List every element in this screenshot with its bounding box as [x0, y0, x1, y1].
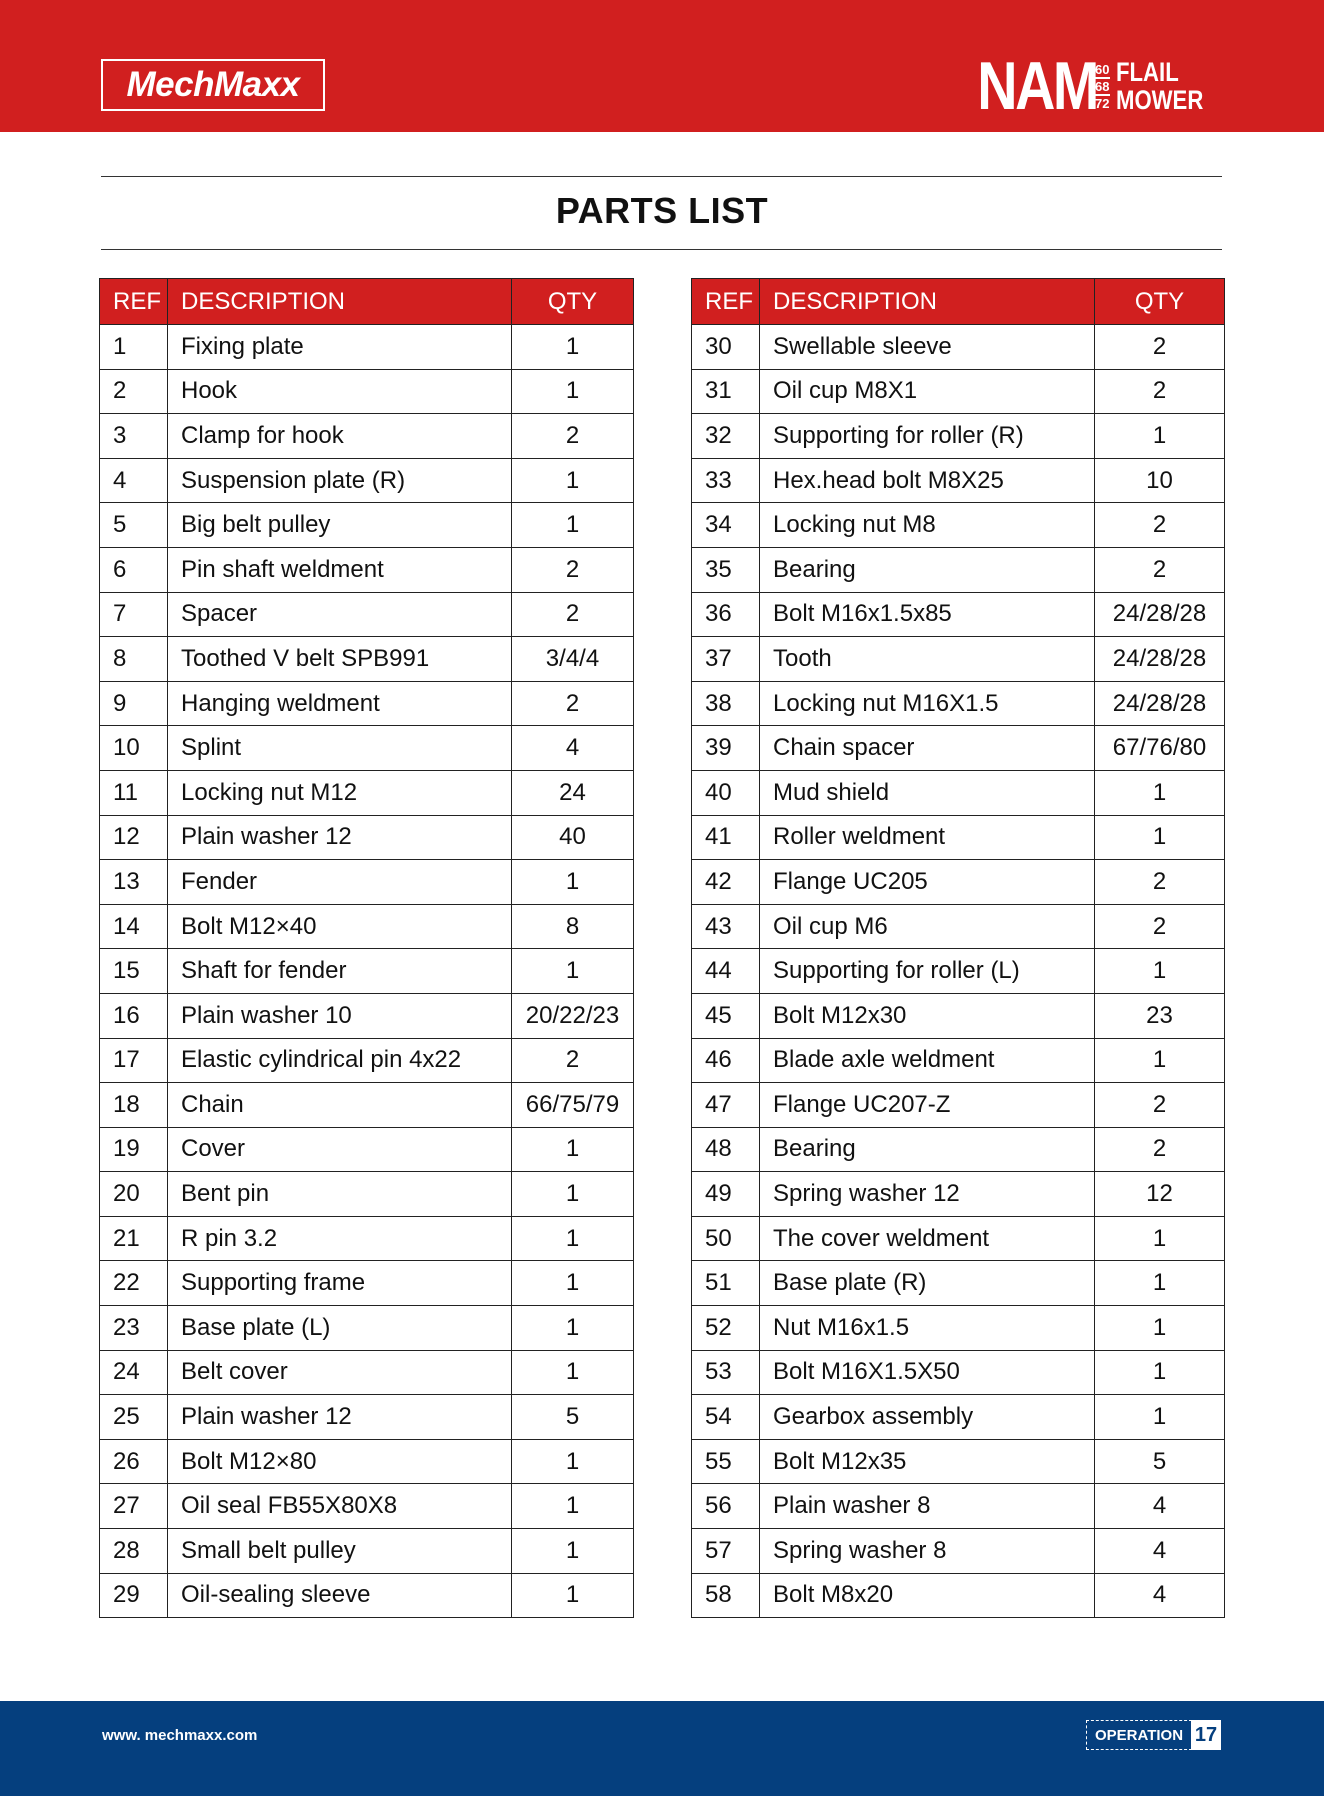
ref-cell: 41: [692, 815, 760, 860]
ref-cell: 27: [100, 1484, 168, 1529]
description-cell: Bolt M12x30: [760, 993, 1095, 1038]
description-cell: Supporting for roller (R): [760, 414, 1095, 459]
table-row: [100, 1439, 634, 1484]
section-label: OPERATION: [1086, 1720, 1192, 1750]
qty-cell: 1: [1095, 949, 1225, 994]
ref-cell: 26: [100, 1439, 168, 1484]
description-cell: Plain washer 12: [168, 815, 512, 860]
description-cell: Base plate (L): [168, 1306, 512, 1351]
description-cell: Nut M16x1.5: [760, 1306, 1095, 1351]
ref-cell: 54: [692, 1395, 760, 1440]
qty-cell: 1: [1095, 815, 1225, 860]
model-name: NAM: [977, 48, 1098, 124]
description-cell: The cover weldment: [760, 1216, 1095, 1261]
qty-cell: 5: [512, 1395, 634, 1440]
table-row: [692, 860, 1225, 905]
ref-cell: 21: [100, 1216, 168, 1261]
qty-cell: 23: [1095, 993, 1225, 1038]
product-type: [1116, 58, 1203, 114]
ref-cell: 19: [100, 1127, 168, 1172]
description-cell: Fixing plate: [168, 325, 512, 370]
description-cell: Bearing: [760, 547, 1095, 592]
table-row: [100, 949, 634, 994]
table-row: [692, 1306, 1225, 1351]
qty-cell: 24/28/28: [1095, 592, 1225, 637]
table-row: [100, 1261, 634, 1306]
qty-cell: 1: [1095, 1216, 1225, 1261]
qty-cell: 24/28/28: [1095, 637, 1225, 682]
table-row: [100, 1350, 634, 1395]
qty-cell: 24/28/28: [1095, 681, 1225, 726]
description-cell: Plain washer 12: [168, 1395, 512, 1440]
qty-cell: 1: [512, 1439, 634, 1484]
ref-cell: 43: [692, 904, 760, 949]
ref-cell: 42: [692, 860, 760, 905]
description-cell: Spring washer 12: [760, 1172, 1095, 1217]
parts-table-left: [99, 278, 634, 1618]
title-top-rule: [101, 176, 1222, 177]
qty-cell: 2: [512, 592, 634, 637]
description-cell: Fender: [168, 860, 512, 905]
qty-cell: 2: [1095, 325, 1225, 370]
qty-cell: 20/22/23: [512, 993, 634, 1038]
table-row: [100, 860, 634, 905]
table-row: [100, 592, 634, 637]
table-row: [692, 1439, 1225, 1484]
qty-cell: 1: [1095, 1038, 1225, 1083]
table-row: [100, 503, 634, 548]
table-row: [100, 369, 634, 414]
ref-cell: 36: [692, 592, 760, 637]
ref-cell: 8: [100, 637, 168, 682]
ref-cell: 1: [100, 325, 168, 370]
description-cell: Elastic cylindrical pin 4x22: [168, 1038, 512, 1083]
parts-table-body: [692, 325, 1225, 1618]
qty-cell: 4: [1095, 1529, 1225, 1574]
qty-cell: 1: [512, 1306, 634, 1351]
description-cell: Roller weldment: [760, 815, 1095, 860]
table-row: [100, 637, 634, 682]
description-cell: Pin shaft weldment: [168, 547, 512, 592]
ref-cell: 12: [100, 815, 168, 860]
column-header-description: DESCRIPTION: [760, 279, 1095, 325]
ref-cell: 18: [100, 1083, 168, 1128]
qty-cell: 1: [512, 1484, 634, 1529]
table-row: [100, 1127, 634, 1172]
qty-cell: 2: [512, 1038, 634, 1083]
qty-cell: 1: [512, 860, 634, 905]
ref-cell: 55: [692, 1439, 760, 1484]
table-row: [100, 325, 634, 370]
ref-cell: 50: [692, 1216, 760, 1261]
product-model-badge: [951, 48, 1222, 124]
column-header-ref: REF: [100, 279, 168, 325]
ref-cell: 47: [692, 1083, 760, 1128]
description-cell: Gearbox assembly: [760, 1395, 1095, 1440]
ref-cell: 23: [100, 1306, 168, 1351]
ref-cell: 53: [692, 1350, 760, 1395]
ref-cell: 51: [692, 1261, 760, 1306]
table-row: [100, 1484, 634, 1529]
qty-cell: 2: [1095, 369, 1225, 414]
ref-cell: 17: [100, 1038, 168, 1083]
description-cell: Spring washer 8: [760, 1529, 1095, 1574]
ref-cell: 24: [100, 1350, 168, 1395]
qty-cell: 2: [1095, 904, 1225, 949]
table-row: [692, 726, 1225, 771]
description-cell: Plain washer 8: [760, 1484, 1095, 1529]
column-header-qty: QTY: [512, 279, 634, 325]
ref-cell: 4: [100, 458, 168, 503]
table-row: [100, 1573, 634, 1618]
description-cell: Oil cup M6: [760, 904, 1095, 949]
qty-cell: 4: [1095, 1484, 1225, 1529]
model-size: 60: [1095, 61, 1110, 77]
ref-cell: 40: [692, 770, 760, 815]
ref-cell: 9: [100, 681, 168, 726]
ref-cell: 44: [692, 949, 760, 994]
table-row: [692, 1216, 1225, 1261]
product-type-line: FLAIL: [1115, 57, 1179, 87]
table-row: [692, 1350, 1225, 1395]
description-cell: Bolt M12×80: [168, 1439, 512, 1484]
table-row: [692, 1484, 1225, 1529]
qty-cell: 1: [512, 1350, 634, 1395]
table-row: [100, 1083, 634, 1128]
qty-cell: 1: [1095, 770, 1225, 815]
qty-cell: 67/76/80: [1095, 726, 1225, 771]
description-cell: Bent pin: [168, 1172, 512, 1217]
ref-cell: 56: [692, 1484, 760, 1529]
description-cell: Locking nut M16X1.5: [760, 681, 1095, 726]
ref-cell: 31: [692, 369, 760, 414]
description-cell: Oil cup M8X1: [760, 369, 1095, 414]
table-row: [692, 547, 1225, 592]
description-cell: Base plate (R): [760, 1261, 1095, 1306]
qty-cell: 1: [512, 369, 634, 414]
description-cell: Splint: [168, 726, 512, 771]
description-cell: Big belt pulley: [168, 503, 512, 548]
qty-cell: 1: [512, 1127, 634, 1172]
description-cell: Shaft for fender: [168, 949, 512, 994]
description-cell: Spacer: [168, 592, 512, 637]
ref-cell: 57: [692, 1529, 760, 1574]
qty-cell: 8: [512, 904, 634, 949]
model-size: 68: [1095, 78, 1110, 94]
qty-cell: 1: [512, 503, 634, 548]
table-row: [692, 592, 1225, 637]
ref-cell: 7: [100, 592, 168, 637]
qty-cell: 3/4/4: [512, 637, 634, 682]
description-cell: Chain spacer: [760, 726, 1095, 771]
ref-cell: 6: [100, 547, 168, 592]
description-cell: Locking nut M8: [760, 503, 1095, 548]
ref-cell: 3: [100, 414, 168, 459]
website-link[interactable]: www. mechmaxx.com: [102, 1727, 258, 1744]
parts-table-right: [691, 278, 1225, 1618]
description-cell: Bolt M8x20: [760, 1573, 1095, 1618]
description-cell: Swellable sleeve: [760, 325, 1095, 370]
table-row: [692, 815, 1225, 860]
table-header-row: [692, 279, 1225, 325]
table-row: [692, 325, 1225, 370]
description-cell: Toothed V belt SPB991: [168, 637, 512, 682]
qty-cell: 1: [1095, 1306, 1225, 1351]
table-row: [100, 414, 634, 459]
ref-cell: 39: [692, 726, 760, 771]
table-row: [692, 1172, 1225, 1217]
parts-table-body: [100, 325, 634, 1618]
page-header: [0, 0, 1324, 132]
ref-cell: 46: [692, 1038, 760, 1083]
qty-cell: 1: [1095, 1350, 1225, 1395]
qty-cell: 2: [1095, 860, 1225, 905]
description-cell: Bolt M16x1.5x85: [760, 592, 1095, 637]
description-cell: Hanging weldment: [168, 681, 512, 726]
table-row: [100, 1529, 634, 1574]
ref-cell: 30: [692, 325, 760, 370]
ref-cell: 58: [692, 1573, 760, 1618]
table-row: [100, 681, 634, 726]
ref-cell: 15: [100, 949, 168, 994]
table-row: [692, 1127, 1225, 1172]
qty-cell: 2: [512, 681, 634, 726]
table-row: [692, 949, 1225, 994]
table-row: [100, 547, 634, 592]
description-cell: Locking nut M12: [168, 770, 512, 815]
description-cell: Bolt M12x35: [760, 1439, 1095, 1484]
ref-cell: 49: [692, 1172, 760, 1217]
table-row: [692, 1261, 1225, 1306]
ref-cell: 5: [100, 503, 168, 548]
qty-cell: 2: [512, 414, 634, 459]
ref-cell: 16: [100, 993, 168, 1038]
qty-cell: 1: [512, 1529, 634, 1574]
ref-cell: 28: [100, 1529, 168, 1574]
product-type-line: MOWER: [1115, 85, 1203, 115]
table-row: [100, 993, 634, 1038]
ref-cell: 34: [692, 503, 760, 548]
table-row: [692, 503, 1225, 548]
ref-cell: 33: [692, 458, 760, 503]
qty-cell: 12: [1095, 1172, 1225, 1217]
description-cell: Belt cover: [168, 1350, 512, 1395]
ref-cell: 52: [692, 1306, 760, 1351]
table-row: [100, 904, 634, 949]
description-cell: Bearing: [760, 1127, 1095, 1172]
description-cell: Cover: [168, 1127, 512, 1172]
table-row: [692, 1573, 1225, 1618]
page-title: PARTS LIST: [555, 190, 769, 231]
description-cell: Hook: [168, 369, 512, 414]
column-header-qty: QTY: [1095, 279, 1225, 325]
table-row: [692, 904, 1225, 949]
description-cell: Oil-sealing sleeve: [168, 1573, 512, 1618]
table-row: [692, 458, 1225, 503]
table-row: [692, 369, 1225, 414]
table-row: [692, 1083, 1225, 1128]
qty-cell: 40: [512, 815, 634, 860]
qty-cell: 2: [1095, 1127, 1225, 1172]
table-row: [692, 1529, 1225, 1574]
table-row: [692, 1038, 1225, 1083]
qty-cell: 4: [1095, 1573, 1225, 1618]
qty-cell: 1: [512, 1216, 634, 1261]
qty-cell: 1: [512, 1172, 634, 1217]
qty-cell: 1: [512, 1573, 634, 1618]
description-cell: Hex.head bolt M8X25: [760, 458, 1095, 503]
ref-cell: 13: [100, 860, 168, 905]
description-cell: Small belt pulley: [168, 1529, 512, 1574]
model-size: 72: [1095, 95, 1110, 111]
ref-cell: 37: [692, 637, 760, 682]
table-row: [100, 770, 634, 815]
ref-cell: 2: [100, 369, 168, 414]
ref-cell: 11: [100, 770, 168, 815]
qty-cell: 2: [1095, 1083, 1225, 1128]
description-cell: Bolt M16X1.5X50: [760, 1350, 1095, 1395]
qty-cell: 66/75/79: [512, 1083, 634, 1128]
description-cell: Mud shield: [760, 770, 1095, 815]
ref-cell: 10: [100, 726, 168, 771]
description-cell: Flange UC207-Z: [760, 1083, 1095, 1128]
table-row: [692, 1395, 1225, 1440]
table-row: [100, 726, 634, 771]
qty-cell: 1: [512, 325, 634, 370]
table-header-row: [100, 279, 634, 325]
description-cell: Blade axle weldment: [760, 1038, 1095, 1083]
ref-cell: 48: [692, 1127, 760, 1172]
ref-cell: 32: [692, 414, 760, 459]
page-number: 17: [1191, 1720, 1221, 1750]
description-cell: Tooth: [760, 637, 1095, 682]
table-row: [100, 1216, 634, 1261]
ref-cell: 29: [100, 1573, 168, 1618]
ref-cell: 38: [692, 681, 760, 726]
description-cell: Supporting for roller (L): [760, 949, 1095, 994]
ref-cell: 35: [692, 547, 760, 592]
table-row: [100, 815, 634, 860]
qty-cell: 2: [512, 547, 634, 592]
description-cell: Supporting frame: [168, 1261, 512, 1306]
column-header-ref: REF: [692, 279, 760, 325]
description-cell: Bolt M12×40: [168, 904, 512, 949]
description-cell: R pin 3.2: [168, 1216, 512, 1261]
table-row: [692, 681, 1225, 726]
qty-cell: 1: [1095, 1395, 1225, 1440]
column-header-description: DESCRIPTION: [168, 279, 512, 325]
qty-cell: 4: [512, 726, 634, 771]
table-row: [100, 1038, 634, 1083]
description-cell: Plain washer 10: [168, 993, 512, 1038]
ref-cell: 22: [100, 1261, 168, 1306]
table-row: [692, 993, 1225, 1038]
qty-cell: 1: [512, 458, 634, 503]
qty-cell: 2: [1095, 503, 1225, 548]
qty-cell: 1: [1095, 414, 1225, 459]
table-row: [100, 458, 634, 503]
qty-cell: 1: [512, 949, 634, 994]
model-sizes: [1095, 62, 1109, 111]
table-row: [100, 1172, 634, 1217]
table-row: [100, 1395, 634, 1440]
qty-cell: 2: [1095, 547, 1225, 592]
ref-cell: 14: [100, 904, 168, 949]
ref-cell: 25: [100, 1395, 168, 1440]
qty-cell: 10: [1095, 458, 1225, 503]
description-cell: Flange UC205: [760, 860, 1095, 905]
qty-cell: 5: [1095, 1439, 1225, 1484]
description-cell: Chain: [168, 1083, 512, 1128]
table-row: [692, 637, 1225, 682]
qty-cell: 1: [1095, 1261, 1225, 1306]
table-row: [692, 414, 1225, 459]
qty-cell: 1: [512, 1261, 634, 1306]
title-bottom-rule: [101, 249, 1222, 250]
description-cell: Clamp for hook: [168, 414, 512, 459]
mechmaxx-logo: MechMaxx: [101, 59, 325, 111]
table-row: [100, 1306, 634, 1351]
description-cell: Suspension plate (R): [168, 458, 512, 503]
ref-cell: 45: [692, 993, 760, 1038]
ref-cell: 20: [100, 1172, 168, 1217]
description-cell: Oil seal FB55X80X8: [168, 1484, 512, 1529]
qty-cell: 24: [512, 770, 634, 815]
table-row: [692, 770, 1225, 815]
